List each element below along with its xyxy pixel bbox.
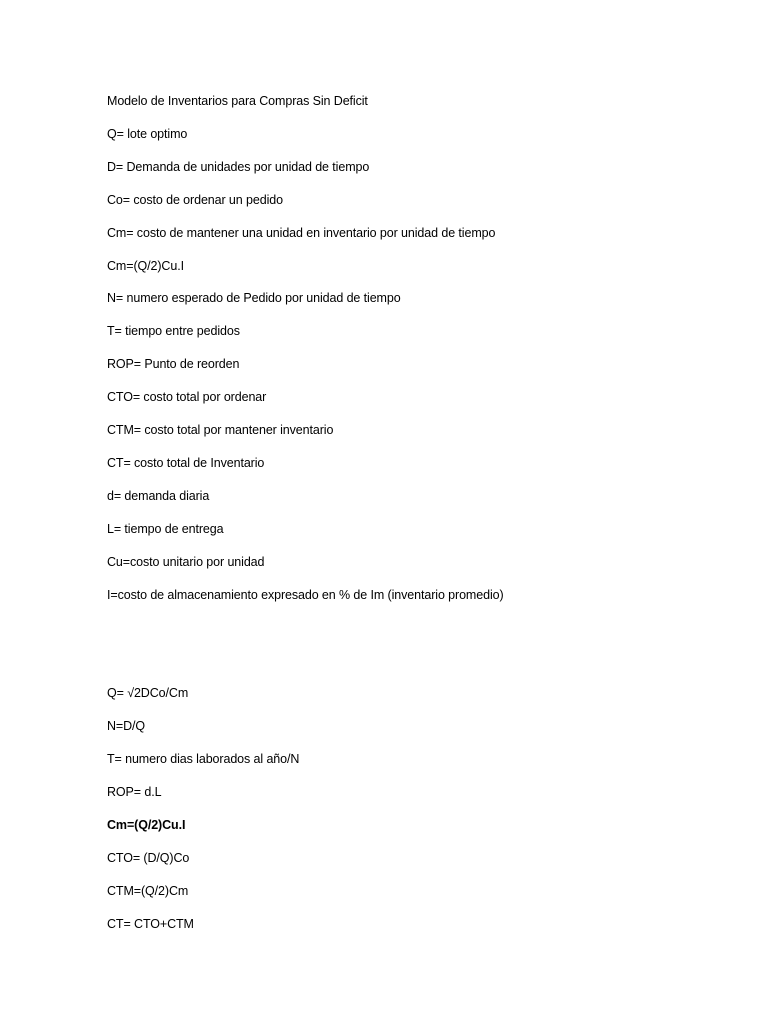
formula-line: ROP= d.L xyxy=(107,785,162,799)
formula-line: CTO= (D/Q)Co xyxy=(107,851,190,865)
definition-line: T= tiempo entre pedidos xyxy=(107,324,240,338)
definition-line: Q= lote optimo xyxy=(107,127,188,141)
definition-line: Co= costo de ordenar un pedido xyxy=(107,193,283,207)
definition-line: I=costo de almacenamiento expresado en % de Im (inventario promedio) xyxy=(107,588,504,602)
formula-line: T= numero dias laborados al año/N xyxy=(107,752,300,766)
document-title: Modelo de Inventarios para Compras Sin Deficit xyxy=(107,94,368,108)
definition-line: d= demanda diaria xyxy=(107,489,210,503)
formula-line: N=D/Q xyxy=(107,719,146,733)
formula-line: Q= √2DCo/Cm xyxy=(107,686,189,700)
definition-line: CT= costo total de Inventario xyxy=(107,456,265,470)
definition-line: L= tiempo de entrega xyxy=(107,522,224,536)
definition-line: Cu=costo unitario por unidad xyxy=(107,555,265,569)
definition-line: D= Demanda de unidades por unidad de tiempo xyxy=(107,160,370,174)
formula-line: Cm=(Q/2)Cu.I xyxy=(107,818,186,832)
formula-line: CTM=(Q/2)Cm xyxy=(107,884,189,898)
definition-line: Cm=(Q/2)Cu.I xyxy=(107,259,184,273)
definition-line: CTM= costo total por mantener inventario xyxy=(107,423,334,437)
definition-line: Cm= costo de mantener una unidad en inventario por unidad de tiempo xyxy=(107,226,496,240)
definition-line: N= numero esperado de Pedido por unidad de tiempo xyxy=(107,291,401,305)
formula-line: CT= CTO+CTM xyxy=(107,917,194,931)
definition-line: ROP= Punto de reorden xyxy=(107,357,240,371)
definition-line: CTO= costo total por ordenar xyxy=(107,390,267,404)
